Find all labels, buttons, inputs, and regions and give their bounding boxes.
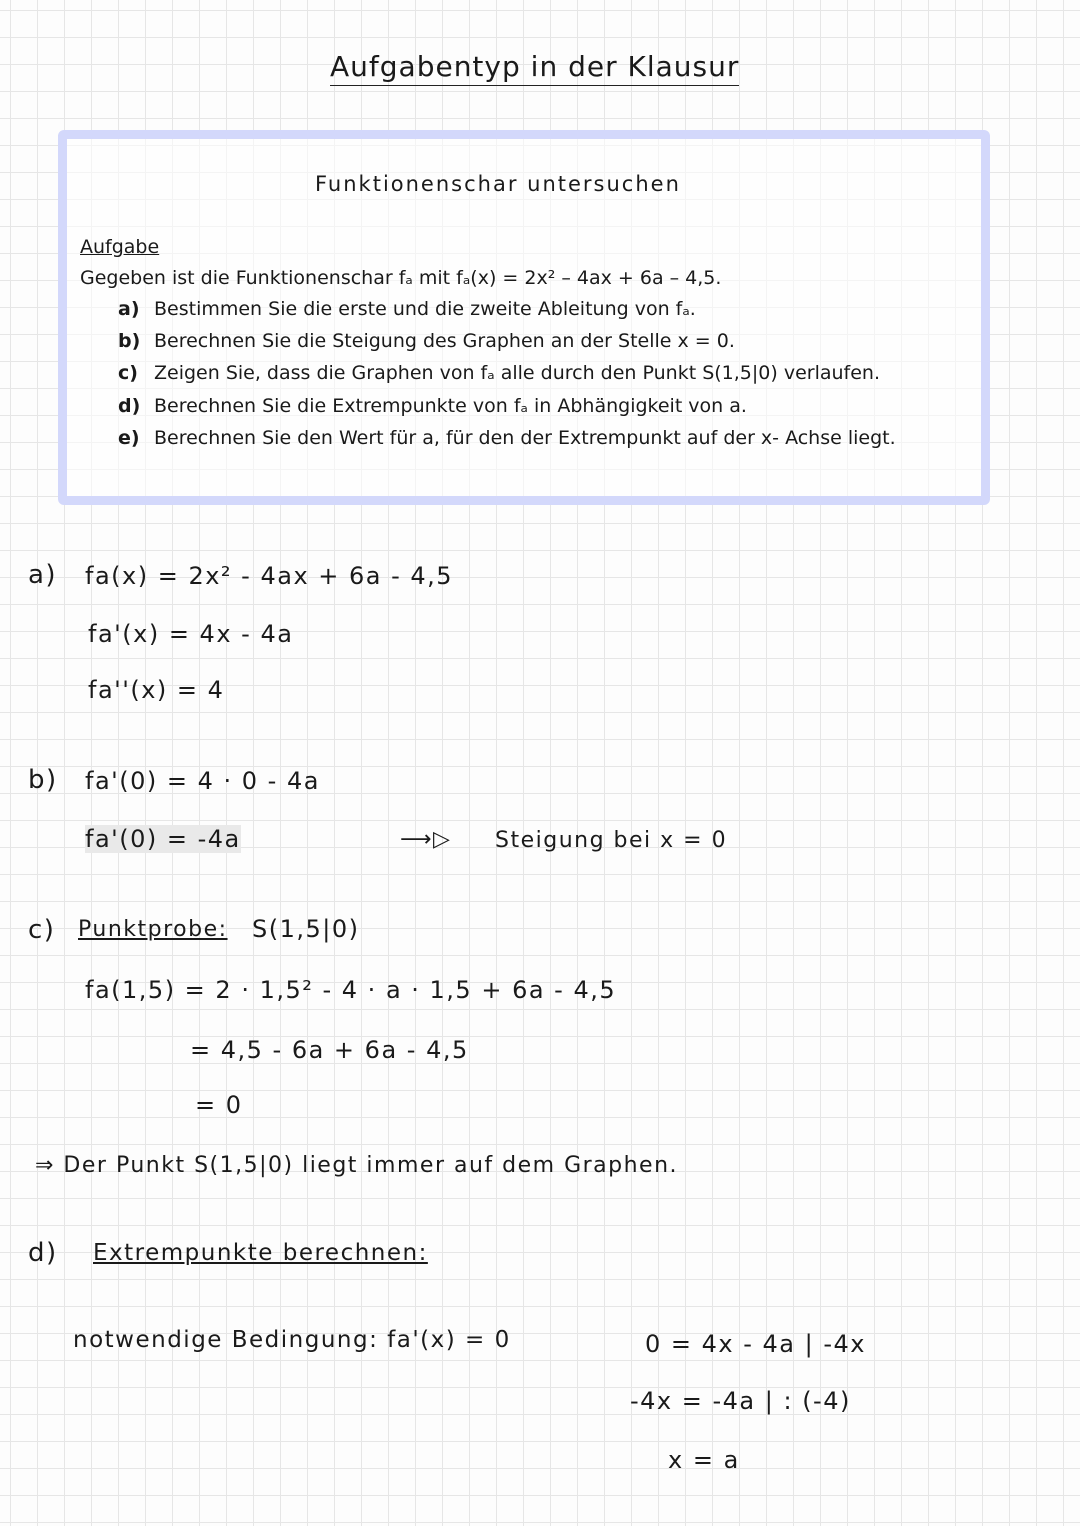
equation-line: fa'(x) = 4x - 4a <box>88 620 294 648</box>
equation-line: = 4,5 - 6a + 6a - 4,5 <box>190 1036 469 1064</box>
task-item-text: Berechnen Sie die Extrempunkte von fₐ in Abhängigkeit von a. <box>154 395 747 417</box>
equation-line: = 0 <box>195 1091 243 1119</box>
solution-b-label: b) <box>28 765 58 795</box>
task-item <box>118 330 735 352</box>
task-item-letter: c) <box>118 362 138 384</box>
section-heading: Punktprobe: <box>78 917 228 942</box>
equation-line: fa(1,5) = 2 · 1,5² - 4 · a · 1,5 + 6a - 4,5 <box>85 976 617 1004</box>
task-item <box>118 362 880 384</box>
condition-text: notwendige Bedingung: fa'(x) = 0 <box>73 1327 511 1353</box>
slope-note: Steigung bei x = 0 <box>495 828 728 853</box>
task-item-text: Berechnen Sie den Wert für a, für den der Extrempunkt auf der x- Achse liegt. <box>154 427 896 449</box>
point-label: S(1,5|0) <box>252 915 360 943</box>
task-item-letter: b) <box>118 330 141 352</box>
task-item-text: Zeigen Sie, dass die Graphen von fₐ alle durch den Punkt S(1,5|0) verlaufen. <box>154 362 880 384</box>
task-item-letter: e) <box>118 427 140 449</box>
equation-line: fa(x) = 2x² - 4ax + 6a - 4,5 <box>85 562 454 590</box>
equation-line: fa'(0) = 4 · 0 - 4a <box>85 767 320 795</box>
task-item <box>118 427 896 449</box>
section-heading: Extrempunkte berechnen: <box>93 1240 428 1266</box>
arrow-icon: ⟶▷ <box>400 827 452 852</box>
solution-c-label: c) <box>28 915 56 945</box>
task-box-title: Funktionenschar untersuchen <box>315 172 681 196</box>
page-title: Aufgabentyp in der Klausur <box>330 50 739 86</box>
equation-step: 0 = 4x - 4a | -4x <box>645 1330 866 1358</box>
task-label: Aufgabe <box>80 236 160 258</box>
conclusion-text: ⇒ Der Punkt S(1,5|0) liegt immer auf dem Graphen. <box>35 1153 679 1178</box>
solution-d-label: d) <box>28 1238 58 1268</box>
task-item-text: Berechnen Sie die Steigung des Graphen an der Stelle x = 0. <box>154 330 735 352</box>
task-item-letter: a) <box>118 298 140 320</box>
solution-a-label: a) <box>28 560 58 590</box>
task-item-text: Bestimmen Sie die erste und die zweite Ableitung von fₐ. <box>154 298 696 320</box>
task-item <box>118 395 747 417</box>
equation-step: -4x = -4a | : (-4) <box>630 1387 851 1415</box>
equation-step: x = a <box>668 1446 740 1474</box>
task-item-letter: d) <box>118 395 141 417</box>
task-intro: Gegeben ist die Funktionenschar fₐ mit fₐ(x) = 2x² – 4ax + 6a – 4,5. <box>80 267 722 289</box>
equation-line: fa''(x) = 4 <box>88 676 225 704</box>
task-item <box>118 298 696 320</box>
result-highlight: fa'(0) = -4a <box>85 825 241 853</box>
